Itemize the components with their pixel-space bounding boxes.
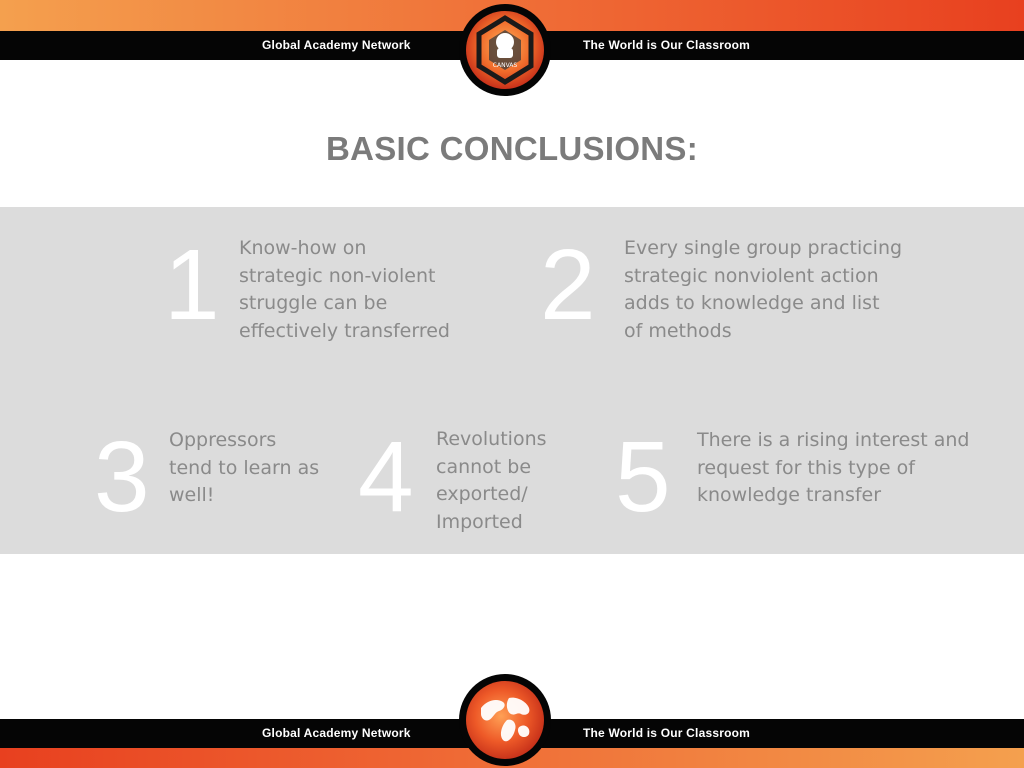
header-left-tagline: Global Academy Network [262, 38, 411, 52]
point-4-line: Imported [436, 510, 523, 533]
point-4-line: exported/ [436, 483, 528, 505]
footer-right-tagline: The World is Our Classroom [583, 726, 751, 740]
footer-left-tagline: Global Academy Network [262, 726, 411, 740]
point-number-2: 2 [540, 229, 596, 341]
point-1-line: effectively transferred [239, 319, 450, 342]
point-text-3 [169, 427, 319, 510]
point-4-line: Revolutions [436, 428, 547, 450]
point-text-5 [697, 427, 969, 510]
point-2-line: adds to knowledge and list [624, 292, 880, 314]
point-1-line: strategic non-violent [239, 264, 436, 287]
point-5-line: request for this type of [697, 456, 915, 479]
point-text-2 [624, 235, 902, 345]
point-2-line: Every single group practicing [624, 237, 903, 259]
point-2-line: of methods [624, 319, 732, 342]
point-5-line: There is a rising interest and [697, 429, 970, 451]
point-5-line: knowledge transfer [697, 484, 882, 506]
header-right-tagline: The World is Our Classroom [583, 38, 751, 52]
logo-text: CANVAS [492, 62, 518, 69]
point-number-4: 4 [358, 421, 414, 533]
canvas-logo-icon [459, 4, 551, 96]
conclusions-panel [0, 207, 1024, 554]
point-number-3: 3 [94, 421, 150, 533]
point-1-line: Know-how on [239, 237, 367, 259]
page-title: BASIC CONCLUSIONS: [325, 130, 699, 167]
point-4-line: cannot be [436, 455, 532, 478]
point-1-line: struggle can be [239, 292, 388, 314]
globe-icon [459, 674, 551, 766]
point-3-line: tend to learn as [169, 456, 320, 479]
point-2-line: strategic nonviolent action [624, 264, 879, 287]
point-text-1 [239, 235, 450, 345]
point-number-5: 5 [615, 421, 671, 533]
point-3-line: Oppressors [169, 429, 277, 451]
point-number-1: 1 [164, 229, 220, 341]
point-text-4 [436, 426, 547, 536]
point-3-line: well! [169, 484, 215, 506]
